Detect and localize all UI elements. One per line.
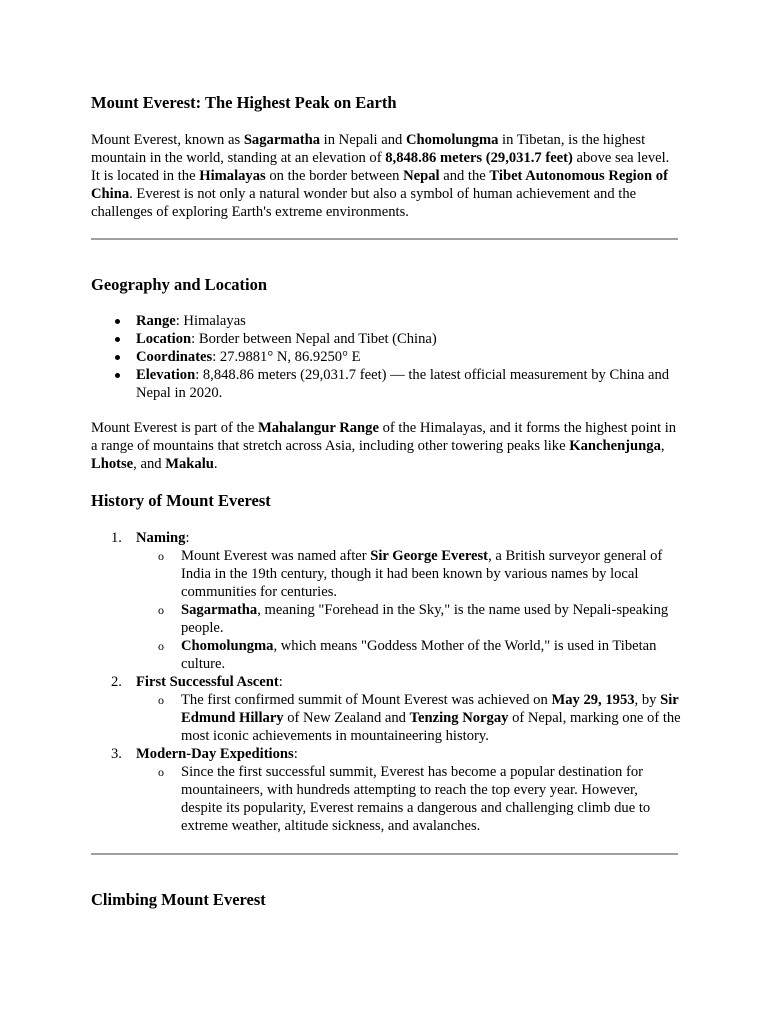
circle-bullet-icon: o — [158, 603, 164, 617]
section-heading-climbing: Climbing Mount Everest — [91, 890, 266, 909]
section-divider — [91, 238, 678, 240]
list-item: Coordinates: 27.9881° N, 86.9250° E — [91, 348, 681, 366]
circle-bullet-icon: o — [158, 765, 164, 779]
list-item: Range: Himalayas — [91, 312, 681, 330]
list-item: o Chomolungma, which means "Goddess Mother of the World," is used in Tibetan culture. — [158, 638, 657, 672]
list-item: o Mount Everest was named after Sir George Everest, a British surveyor general of India in the 19th century, though it had been known by various names by local communities for centuries. — [158, 548, 663, 600]
circle-bullet-icon: o — [158, 639, 164, 653]
circle-bullet-icon: o — [158, 549, 164, 563]
list-item: 3. Modern-Day Expeditions: o Since the first successful summit, Everest has become a popular destination for mountaineers, with hundreds attempting to reach the top every year. However, despite its popularity, Everest remains a dangerous and challenging climb due to extreme weather, altitude sickness, and avalanches. — [91, 745, 681, 835]
section-heading-geography: Geography and Location — [91, 275, 268, 294]
list-item: o The first confirmed summit of Mount Everest was achieved on May 29, 1953, by Sir Edmund Hillary of New Zealand and Tenzing Norgay of Nepal, marking one of the most iconic achievements in mountaineering history. — [158, 692, 681, 744]
history-numbered-list — [91, 529, 681, 835]
bullet-icon — [115, 355, 120, 360]
list-item: 1. Naming: o Mount Everest was named after Sir George Everest, a British surveyor general of India in the 19th century, though it had been known by various names by local communities for centuries. o Sagarmatha, meaning "Forehead in the Sky," is the name used by Nepali-speaking people. o Chomolungma, which means "Goddess Mother of the World," is used in Tibetan culture. — [91, 529, 681, 673]
page-title: Mount Everest: The Highest Peak on Earth — [91, 93, 397, 112]
bullet-icon — [115, 319, 120, 324]
sub-list — [136, 691, 681, 745]
list-item: o Since the first successful summit, Everest has become a popular destination for mountaineers, with hundreds attempting to reach the top every year. However, despite its popularity, Everest remains a dangerous and challenging climb due to extreme weather, altitude sickness, and avalanches. — [158, 764, 651, 834]
section-divider — [91, 853, 678, 855]
list-item: 2. First Successful Ascent: o The first confirmed summit of Mount Everest was achieved on May 29, 1953, by Sir Edmund Hillary of New Zealand and Tenzing Norgay of Nepal, marking one of the most iconic achievements in mountaineering history. — [111, 674, 681, 744]
section-heading-history: History of Mount Everest — [91, 491, 271, 510]
circle-bullet-icon: o — [158, 693, 164, 707]
list-item: o Sagarmatha, meaning "Forehead in the Sky," is the name used by Nepali-speaking people. — [158, 602, 669, 636]
sub-list — [136, 547, 681, 673]
intro-paragraph: Mount Everest, known as Sagarmatha in Nepali and Chomolungma in Tibetan, is the highest mountain in the world, standing at an elevation of 8,848.86 meters (29,031.7 feet) above sea level. It is located in the Himalayas on the border between Nepal and the Tibet Autonomous Region of China. Everest is not only a natural wonder but also a symbol of human achievement and the challenges of exploring Earth's extreme environments. — [91, 132, 670, 220]
sub-list — [136, 763, 681, 835]
list-item: Location: Border between Nepal and Tibet (China) — [91, 330, 681, 348]
geography-paragraph: Mount Everest is part of the Mahalangur Range of the Himalayas, and it forms the highest point in a range of mountains that stretch across Asia, including other towering peaks like Kanchenjunga, Lhotse, and Makalu. — [91, 420, 677, 472]
bullet-icon — [115, 373, 120, 378]
geography-bullet-list — [91, 312, 681, 402]
bullet-icon — [115, 337, 120, 342]
list-item: Elevation: 8,848.86 meters (29,031.7 feet) — the latest official measurement by China and Nepal in 2020. — [91, 366, 681, 402]
